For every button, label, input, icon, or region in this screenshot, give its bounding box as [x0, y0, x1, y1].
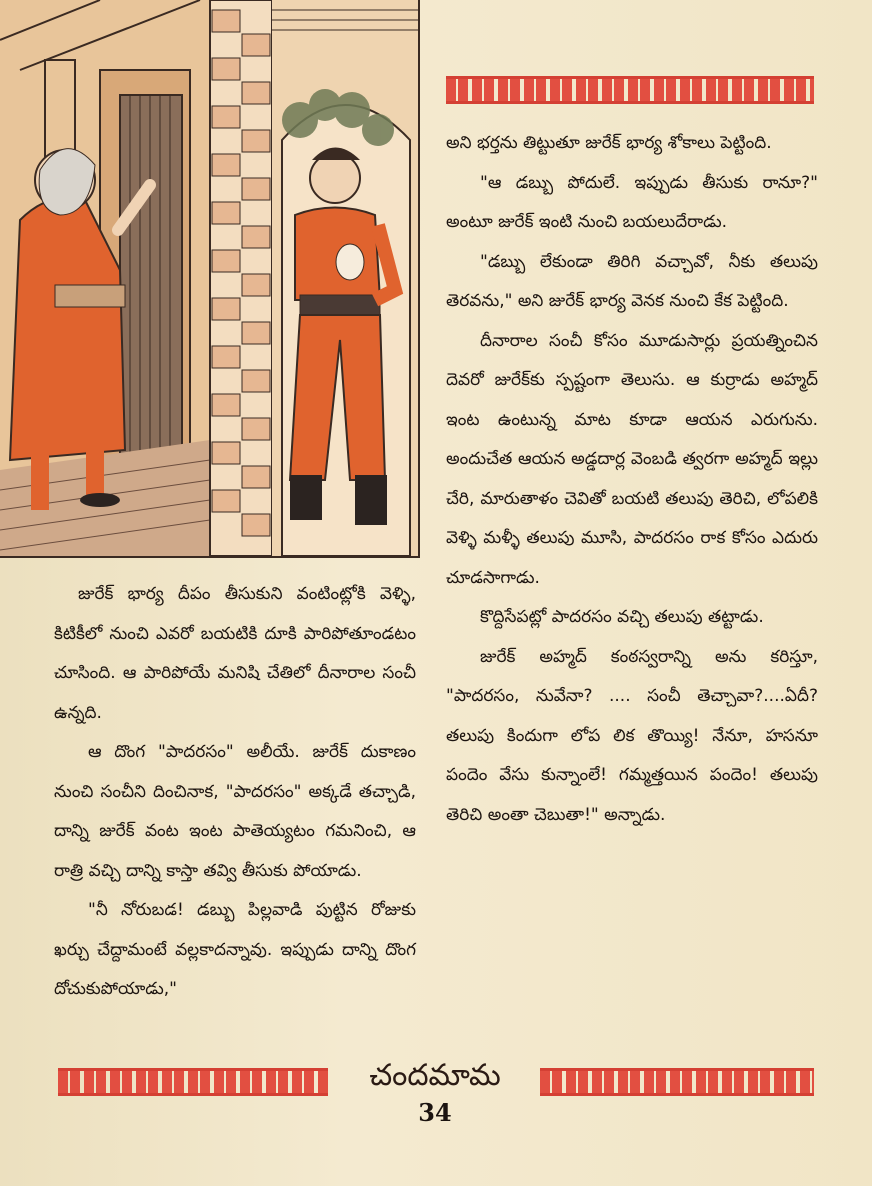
paragraph: ఆ దొంగ "పాదరసం" అలీయే. జురేక్ దుకాణం నుంచి సంచీని దించినాక, "పాదరసం" అక్కడే తచ్చాడి, దాన్ని జురేక్ వంట ఇంట పాతెయ్యటం గమనించి, ఆ రాత్రి వచ్చి దాన్ని కాస్తా తవ్వి తీసుకు పోయాడు.	[54, 742, 416, 881]
right-text-column	[446, 124, 818, 835]
paragraph: "డబ్బు లేకుండా తిరిగి వచ్చావో, నీకు తలుపు తెరవను," అని జురేక్ భార్య వెనక నుంచి కేక పెట్టింది.	[446, 251, 818, 311]
footer-ornament-right	[540, 1068, 814, 1096]
left-text-column	[54, 575, 416, 1010]
paragraph: కొద్దిసేపట్లో పాదరసం వచ్చి తలుపు తట్టాడు.	[480, 607, 764, 627]
top-ornament-border	[446, 76, 814, 104]
paragraph: జురేక్ అహ్మద్ కంఠస్వరాన్ని అను కరిస్తూ, "పాదరసం, నువేనా? .... సంచీ తెచ్చావా?....ఏదీ? తలుపు కిందుగా లోప లిక తొయ్యి! నేనూ, హసనూ పందెం వేసు కున్నాంలే! గమ్మత్తయిన పందెం! తలుపు తెరిచి అంతా చెబుతా!" అన్నాడు.	[446, 646, 818, 825]
paragraph: "ఆ డబ్బు పోదులే. ఇప్పుడు తీసుకు రానూ?" అంటూ జురేక్ ఇంటి నుంచి బయలుదేరాడు.	[446, 172, 818, 232]
paragraph: "నీ నోరుబడ! డబ్బు పిల్లవాడి పుట్టిన రోజుకు ఖర్చు చేద్దామంటే వల్లకాదన్నావు. ఇప్పుడు దాన్ని దొంగ దోచుకుపోయాడు,"	[54, 900, 416, 999]
paragraph: దీనారాల సంచీ కోసం మూడుసార్లు ప్రయత్నించిన దెవరో జురేక్‌కు స్పష్టంగా తెలుసు. ఆ కుర్రాడు అహ్మద్ ఇంట ఉంటున్న మాట కూడా ఆయన ఎరుగును. అందుచేత ఆయన అడ్డదార్ల వెంబడి త్వరగా అహ్మద్ ఇల్లు చేరి, మారుతాళం చెవితో బయటి తలుపు తెరిచి, లోపలికి వెళ్ళి మళ్ళీ తలుపు మూసి, పాదరసం రాక కోసం ఎదురు చూడసాగాడు.	[446, 330, 818, 588]
story-illustration	[0, 0, 420, 558]
footer-ornament-left	[58, 1068, 328, 1096]
illustration-drawing	[0, 0, 418, 556]
magazine-name: చందమామ	[369, 1058, 501, 1093]
page-number: 34	[418, 1098, 452, 1127]
paragraph: అని భర్తను తిట్టుతూ జురేక్ భార్య శోకాలు పెట్టింది.	[446, 133, 772, 153]
paragraph: జురేక్ భార్య దీపం తీసుకుని వంటింట్లోకి వెళ్ళి, కిటికీలో నుంచి ఎవరో బయటికి దూకి పారిపోతూండటం చూసింది. ఆ పారిపోయే మనిషి చేతిలో దీనారాల సంచీ ఉన్నది.	[54, 584, 416, 723]
